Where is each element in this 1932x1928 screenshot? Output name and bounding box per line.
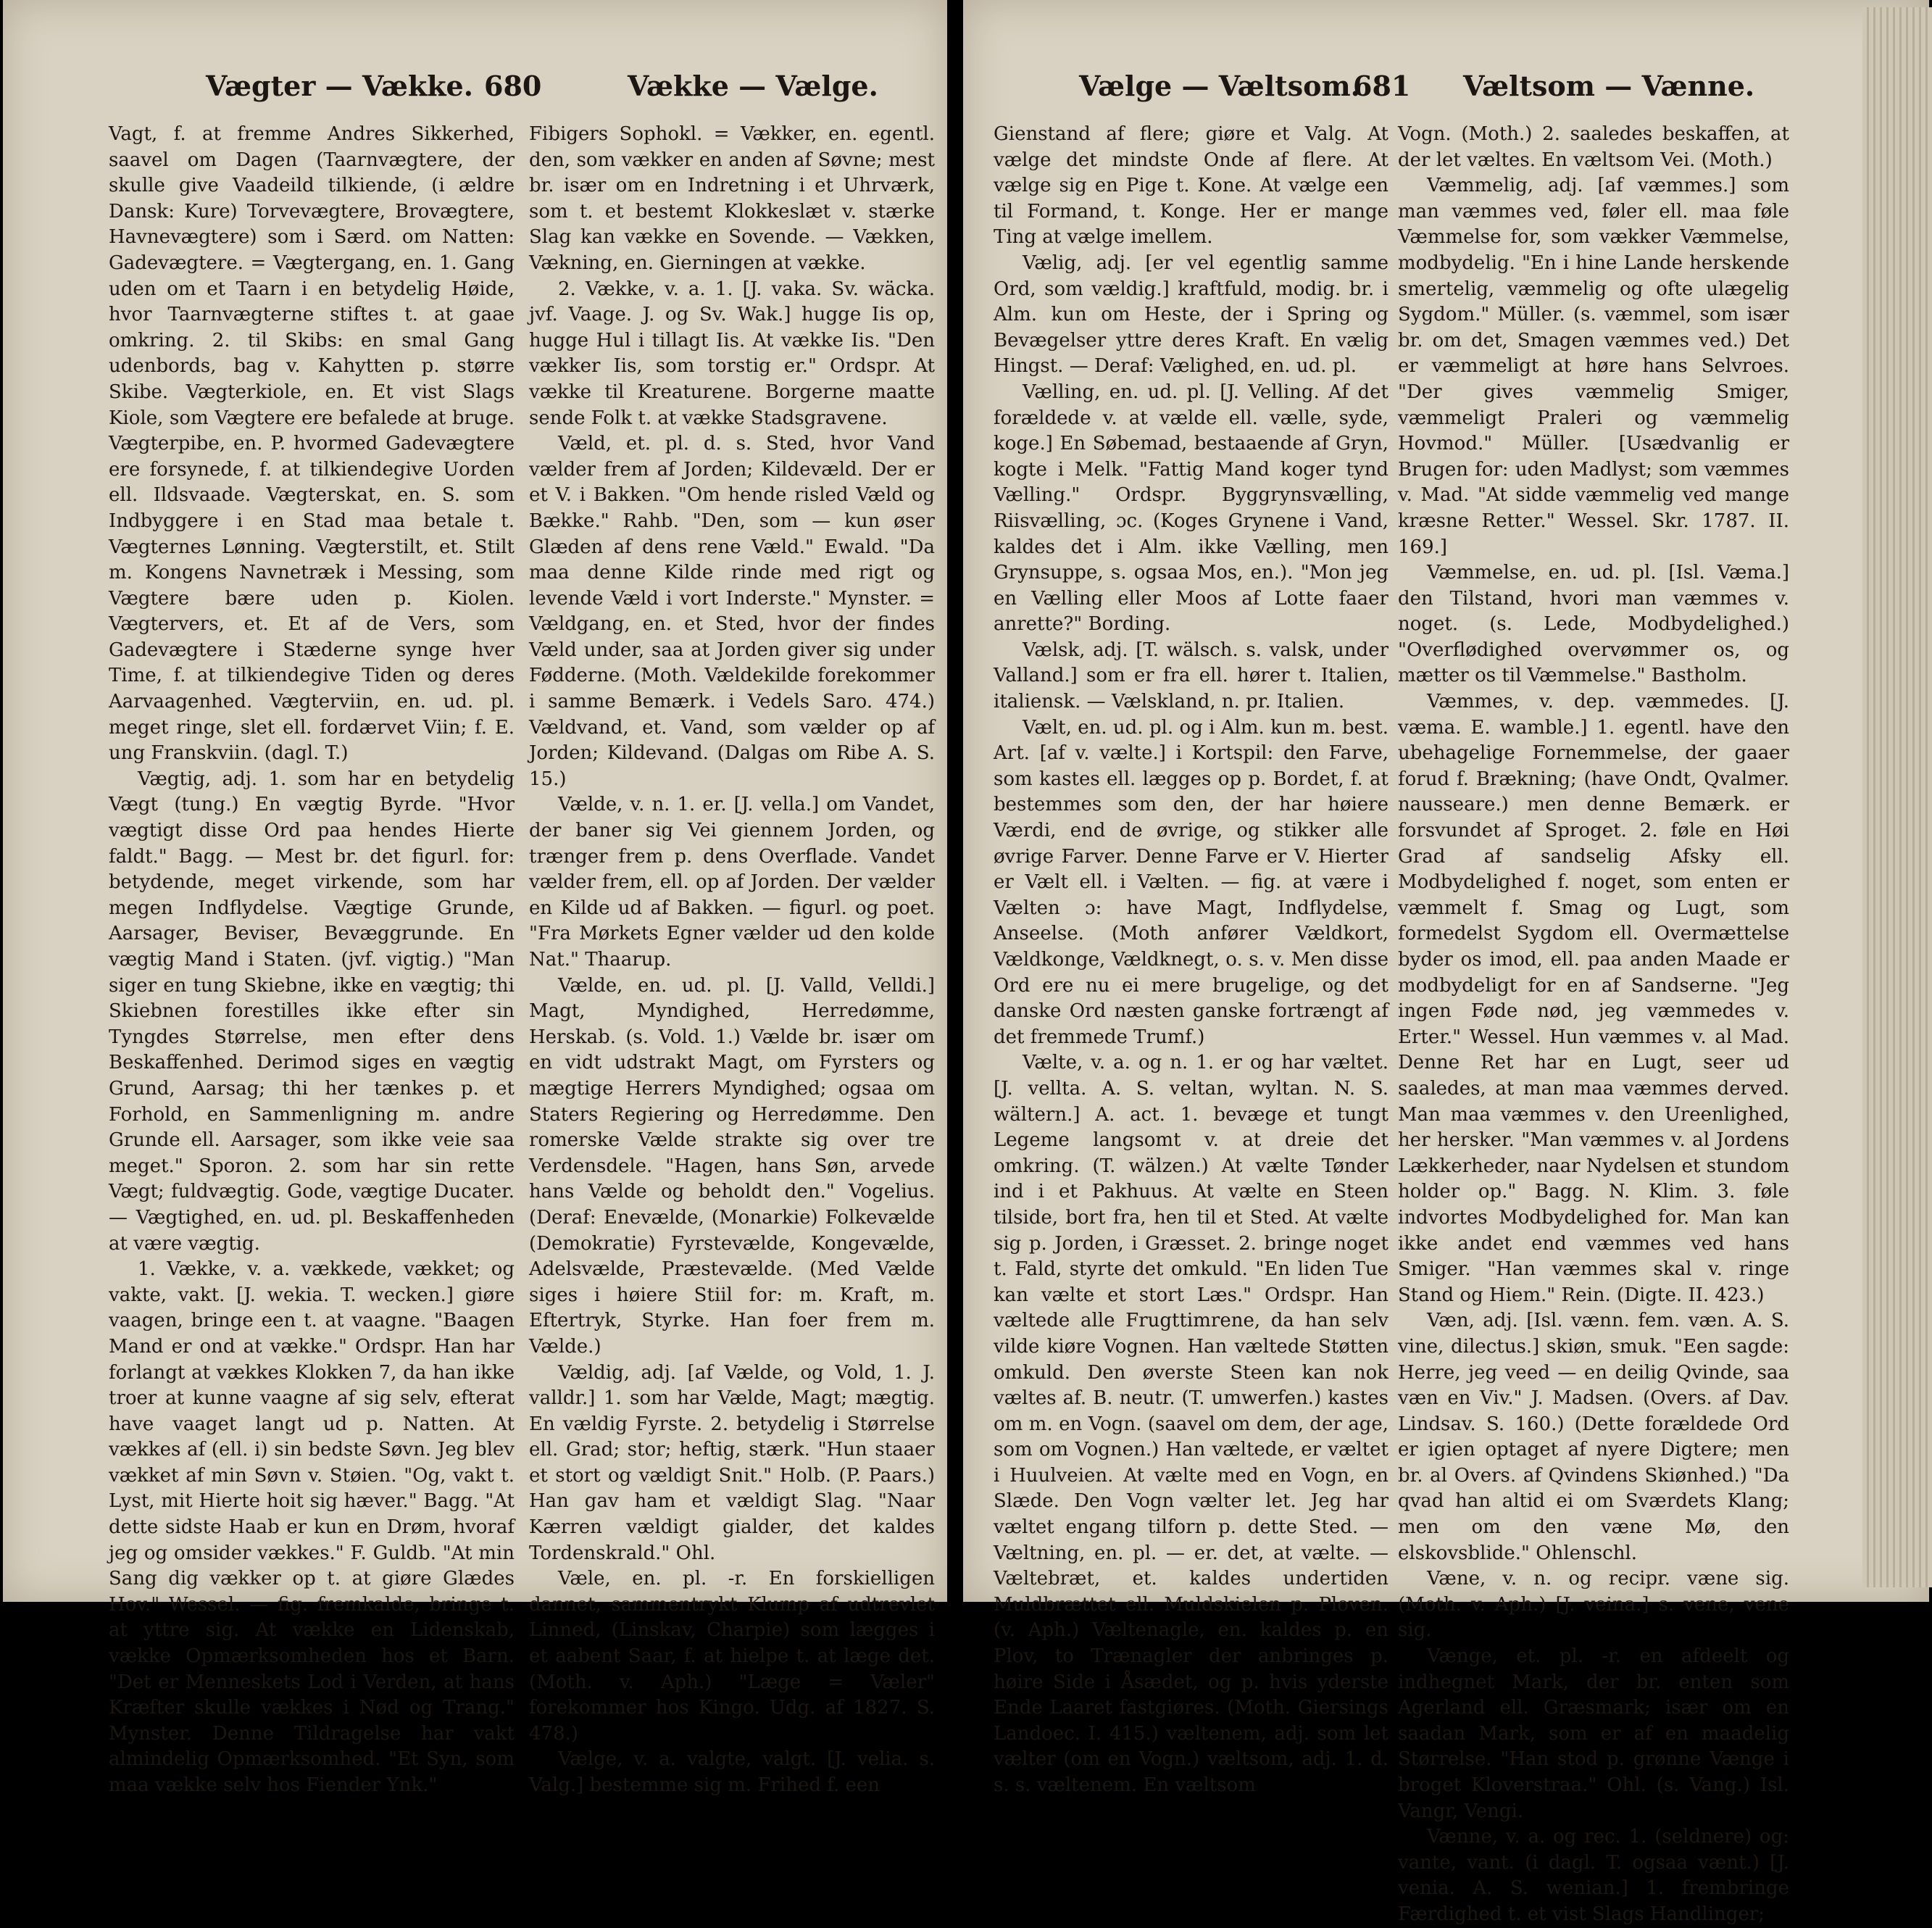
entry: Væld, et. pl. d. s. Sted, hvor Vand vælder frem af Jorden; Kildevæld. Der er et V. i Bakken. "Om hende risled Væld og Bække." Rahb. "Den, som — kun øser Glæden af dens rene Væld." Ewald. "Da maa denne Kilde rinde med rigt og levende Væld i vort Inderste." Mynster. = Vældgang, en. et Sted, hvor der findes Væld under, saa at Jorden giver sig under Fødderne. (Moth. Vældekilde forekommer i samme Bemærk. i Vedels Saro. 474.) Vældvand, et. Vand, som vælder op af Jorden; Kildevand. (Dalgas om Ribe A. S. 15.) (529, 433, 935, 790)
left-page-number: 680 (484, 70, 542, 102)
entry: Gienstand af flere; giøre et Valg. At vælge det mindste Onde af flere. At vælge sig en Pige t. Kone. At vælge een til Formand, t. Konge. Her er mange Ting at vælge imellem. (994, 123, 1388, 249)
entry: Vægtig, adj. 1. som har en betydelig Vægt (tung.) En vægtig Byrde. "Hvor vægtigt disse Ord paa hendes Hierte faldt." Bagg. — Mest br. det figurl. for: betydende, meget virkende, som har megen Indflydelse. Vægtige Grunde, Aarsager, Beviser, Bevæggrunde. En vægtig Mand i Staten. (jvf. vigtig.) "Man siger en tung Skiebne, ikke en vægtig; thi Skiebnen forestilles ikke efter sin Tyngdes Størrelse, men efter dens Beskaffenhed. Derimod siges en vægtig Grund, Aarsag; thi her tænkes p. et Forhold, en Sammenligning m. andre Grunde ell. Aarsager, som ikke veie saa meget." Sporon. 2. som har sin rette Vægt; fuldvægtig. Gode, vægtige Ducater. — Vægtighed, en. ud. pl. Beskaffenheden at være vægtig. (109, 768, 515, 1255)
entry: Væmmelig, adj. [af væmmes.] som man væmmes ved, føler ell. maa føle Væmmelse for, som vækker Væmmelse, modbydelig. "En i hine Lande herskende smertelig, væmmelig og ofte ulægelig Sygdom." Müller. (s. væmmel, som især br. om det, Smagen væmmes ved.) Det er væmmeligt at høre hans Selvroes. "Der gives væmmelig Smiger, væmmeligt Praleri og væmmelig Hovmod." Müller. [Usædvanlig er Brugen for: uden Madlyst; som væmmes v. Mad. "At sidde væmmelig ved mange kræsne Retter." Wessel. Skr. 1787. II. 169.] (1398, 175, 1789, 558)
entry: Vælte, v. a. og n. 1. er og har væltet. [J. vellta. A. S. veltan, wyltan. N. S. wältern.] A. act. 1. bevæge et tungt Legeme langsomt v. at dreie det omkring. (T. wälzen.) At vælte Tønder ind i et Pakhuus. At vælte en Steen tilside, bort fra, hen til et Sted. At vælte sig p. Jorden, i Græsset. 2. bringe noget t. Fald, styrte det omkuld. "En liden Tue kan vælte et stort Læs." Ordspr. Han væltede alle Frugttimrene, da han selv vilde kiøre Vognen. Han væltede Støtten omkuld. Den øverste Steen kan nok væltes af. B. neutr. (T. umwerfen.) kastes om m. en Vogn. (saavel om dem, der age, som om Vognen.) Han væltede, er væltet i Huulveien. At vælte med en Vogn, en Slæde. Den Vogn vælter let. Jeg har væltet engang tilforn p. dette Sted. — Væltning, en. pl. — er. det, at vælte. — Væltebræt, et. kaldes undertiden Muldbrættet ell. Muldskielen p. Ploven. (v. Aph.) Væltenagle, en. kaldes p. en Plov, to Trænagler der anbringes p. høire Side i Åsædet, og p. hvis yderste Ende Laaret fastgiøres. (Moth. Giersings Landoec. I. 415.) væltenem, adj. som let vælter (om en Vogn.) væltsom, adj. 1. d. s. s. væltenem. En væltsom (994, 1052, 1388, 1796)
left-column-2 (529, 122, 935, 1799)
right-header-right: Væltsom — Vænne. (1463, 70, 1755, 102)
book-page-edges (1862, 7, 1932, 1587)
right-column-2 (1398, 122, 1789, 1928)
entry: Fibigers Sophokl. = Vækker, en. egentl. den, som vækker en anden af Søvne; mest br. især om en Indretning i et Uhrværk, som t. et bestemt Klokkeslæt v. stærke Slag kan vække en Sovende. — Vækken, Vækning, en. Gierningen at vække. (529, 123, 935, 274)
entry: Vagt, f. at fremme Andres Sikkerhed, saavel om Dagen (Taarnvægtere, der skulle give Vaadeild tilkiende, (i ældre Dansk: Kure) Torvevægtere, Brovægtere, Havnevægtere) som i Særd. om Natten: Gadevægtere. = Vægtergang, en. 1. Gang uden om et Taarn i en betydelig Høide, hvor Taarnvægterne stiftes t. at gaae omkring. 2. til Skibs: en smal Gang udenbords, bag v. Kahytten p. større Skibe. Vægterkiole, en. Et vist Slags Kiole, som Vægtere ere befalede at bruge. Vægterpibe, en. P. hvormed Gadevægtere ere forsynede, f. at tilkiendegive Uorden ell. Ildsvaade. Vægterskat, en. S. som Indbyggere i en Stad maa betale t. Vægternes Lønning. Vægterstilt, et. Stilt m. Kongens Navnetræk i Messing, som Vægtere bære uden p. Kiolen. Vægtervers, et. Et af de Vers, som Gadevægtere i Stæderne synge hver Time, f. at tilkiendegive Tiden og deres Aarvaagenhed. Vægterviin, en. ud. pl. meget ringe, slet ell. fordærvet Viin; f. E. ung Franskviin. (dagl. T.) (109, 123, 515, 765)
left-column-1 (109, 122, 515, 1799)
entry: Vældig, adj. [af Vælde, og Vold, 1. J. valldr.] 1. som har Vælde, Magt; mægtig. En vældig Fyrste. 2. betydelig i Størrelse ell. Grad; stor; heftig, stærk. "Hun staaer et stort og vældigt Snit." Holb. (P. Paars.) Han gav ham et vældigt Slag. "Naar Kærren vældigt gialder, det kaldes Tordenskrald." Ohl. (529, 1361, 935, 1564)
entry: Vænge, et. pl. -r. en afdeelt og indhegnet Mark, der br. enten som Agerland ell. Græsmark; især om en saadan Mark, som er af en maadelig Størrelse. "Han stod p. grønne Vænge i broget Kloverstraa." Ohl. (s. Vang.) Isl. Vangr, Vengi. (1398, 1645, 1789, 1822)
entry: 1. Vække, v. a. vækkede, vækket; og vakte, vakt. [J. wekia. T. wecken.] giøre vaagen, bringe een t. at vaagne. "Baagen Mand er ond at vække." Ordspr. Han har forlangt at vækkes Klokken 7, da han ikke troer at kunne vaagne af sig selv, efterat have vaaget langt ud p. Natten. At vækkes af (ell. i) sin bedste Søvn. Jeg blev vækket af min Søvn v. Støien. "Og, vakt t. Lyst, mit Hierte hoit sig hæver." Bagg. "At dette sidste Haab er kun en Drøm, hvoraf jeg og omsider vækkes." F. Guldb. "At min Sang dig vækker op t. at giøre Glædes Hov." Wessel. — fig. fremkalde, bringe t. at yttre sig. At vække en Lidenskab, vække Opmærksomheden hos et Barn. "Det er Menneskets Lod i Verden, at hans Kræfter skulle vækkes i Nød og Trang." Mynster. Denne Tildragelse har vakt almindelig Opmærksomhed. "Et Syn, som maa vække selv hos Fiender Ynk." (109, 1258, 515, 1796)
entry: Vælling, en. ud. pl. [J. Velling. Af det forældede v. at vælde ell. vælle, syde, koge.] En Søbemad, bestaaende af Gryn, kogte i Melk. "Fattig Mand koger tynd Vælling." Ordspr. Byggrynsvælling, Riisvælling, ɔc. (Koges Grynene i Vand, kaldes det i Alm. ikke Vælling, men Grynsuppe, s. ogsaa Mos, en.). "Mon jeg en Vælling eller Moos af Lotte faaer anrette?" Bording. (994, 381, 1388, 636)
entry: Væn, adj. [Isl. vænn. fem. væn. A. S. vine, dilectus.] skiøn, smuk. "Een sagde: Herre, jeg veed — en deilig Qvinde, saa væn en Viv." J. Madsen. (Overs. af Dav. Lindsav. S. 160.) (Dette forældede Ord er igien optaget af nyere Digtere; men br. al Overs. af Qvindens Skiønhed.) "Da qvad han altid ei om Sværdets Klang; men om den væne Mø, den elskovsblide." Ohlenschl. (1398, 1310, 1789, 1564)
left-page (3, 0, 947, 1796)
right-page (963, 0, 1929, 1925)
entry: Væmmes, v. dep. væmmedes. [J. væma. E. wamble.] 1. egentl. have den ubehagelige Fornemmelse, der gaaer forud f. Brækning; (have Ondt, Qvalmer. nausseare.) men denne Bemærk. er forsvundet af Sproget. 2. føle en Høi Grad af sandselig Afsky ell. Modbydelighed f. noget, som enten er væmmelt f. Smag og Lugt, som formedelst Sygdom ell. Overmættelse byder os imod, ell. paa anden Maade er modbydeligt for en af Sandserne. "Jeg ingen Føde nød, jeg væmmedes v. Erter." Wessel. Hun væmmes v. al Mad. Denne Ret har en Lugt, seer ud saaledes, at man maa væmmes derved. Man maa væmmes v. den Ureenlighed, her hersker. "Man væmmes v. al Jordens Lækkerheder, naar Nydelsen et stundom holder op." Bagg. N. Klim. 3. føle indvortes Modbydelighed for. Man kan ikke andet end væmmes ved hans Smiger. "Han væmmes skal v. ringe Stand og Hiem." Rein. (Digte. II. 423.) (1398, 691, 1789, 1306)
entry: Væmmelse, en. ud. pl. [Isl. Væma.] den Tilstand, hvori man væmmes v. noget. (s. Lede, Modbydelighed.) "Overflødighed overvømmer os, og mætter os til Væmmelse." Bastholm. (1398, 562, 1789, 687)
entry: Vælt, en. ud. pl. og i Alm. kun m. best. Art. [af v. vælte.] i Kortspil: den Farve, som kastes ell. lægges op p. Bordet, f. at bestemmes som den, der har høiere Værdi, end de øvrige, og stikker alle øvrige Farver. Denne Farve er V. Hierter er Vælt ell. i Vælten. — fig. at være i Vælten ɔ: have Magt, Indflydelse, Anseelse. (Moth anfører Vældkort, Vældkonge, Vældknegt, o. s. v. Men disse Ord ere nu ei mere brugelige, og det danske Ord næsten ganske fortrængt af det fremmede Trumf.) (994, 716, 1388, 1048)
entry: Væle, en. pl. -r. En forskielligen dannet, sammentrykt Klump af udtrevlet Linned, (Linskav, Charpie) som lægges i et aabent Saar, f. at hielpe t. at læge det. (Moth. v. Aph.) "Læge = Væler" forekommer hos Kingo. Udg. af 1827. S. 478.) (529, 1568, 935, 1745)
left-header-right: Vække — Vælge. (628, 70, 878, 102)
entry: 2. Vække, v. a. 1. [J. vaka. Sv. wäcka. jvf. Vaage. J. og Sv. Wak.] hugge Iis op, hugge Hul i tillagt Iis. At vække Iis. "Den vækker Iis, som torstig er." Ordspr. At vække til Kreaturene. Borgerne maatte sende Folk t. at vække Stadsgravene. (529, 278, 935, 429)
entry: Vogn. (Moth.) 2. saaledes beskaffen, at der let væltes. En væltsom Vei. (Moth.) (1398, 123, 1789, 171)
entry: Vælig, adj. [er vel egentlig samme Ord, som vældig.] kraftfuld, modig. br. i Alm. kun om Heste, der i Spring og Bevægelser yttre deres Kraft. En vælig Hingst. — Deraf: Vælighed, en. ud. pl. (994, 252, 1388, 378)
left-header-left: Vægter — Vække. (206, 70, 473, 102)
entry: Vælge, v. a. valgte, valgt. [J. velia. s. Valg.] bestemme sig m. Frihed f. een (529, 1748, 935, 1796)
right-page-number: 681 (1353, 70, 1411, 102)
entry: Vælsk, adj. [T. wälsch. s. valsk, under Valland.] som er fra ell. hører t. Italien, italiensk. — Vælskland, n. pr. Italien. (994, 639, 1388, 713)
right-column-1 (994, 122, 1388, 1799)
entry: Vælde, en. ud. pl. [J. Valld, Velldi.] Magt, Myndighed, Herredømme, Herskab. (s. Vold. 1.) Vælde br. især om en vidt udstrakt Magt, om Fyrsters og mægtige Herrers Myndighed; ogsaa om Staters Regiering og Herredømme. Den romerske Vælde strakte sig over tre Verdensdele. "Hagen, hans Søn, arvede hans Vælde og beholdt den." Vogelius. (Deraf: Enevælde, (Monarkie) Folkevælde (Demokratie) Fyrstevælde, Kongevælde, Adelsvælde, Præstevælde. (Med Vælde siges i høiere Stiil for: m. Kraft, m. Eftertryk, Styrke. Han foer frem m. Vælde.) (529, 974, 935, 1358)
entry: Vænne, v. a. og rec. 1. (seldnere) og: vante, vant. (i dagl. T. ogsaa vænt.) [J. venia. A. S. wenian.] 1. frembringe Færdighed t. et vist Slags Handlinger; (1398, 1826, 1789, 1925)
right-header-left: Vælge — Væltsom. (1079, 70, 1360, 102)
entry: Vælde, v. n. 1. er. [J. vella.] om Vandet, der baner sig Vei giennem Jorden, og trænger frem p. dens Overflade. Vandet vælder frem, ell. op af Jorden. Der vælder en Kilde ud af Bakken. — figurl. og poet. "Fra Mørkets Egner vælder ud den kolde Nat." Thaarup. (529, 794, 935, 971)
entry: Væne, v. n. og recipr. væne sig. (Moth. v. Aph.) [J. veina.] s. vene, vene sig. (1398, 1568, 1789, 1642)
